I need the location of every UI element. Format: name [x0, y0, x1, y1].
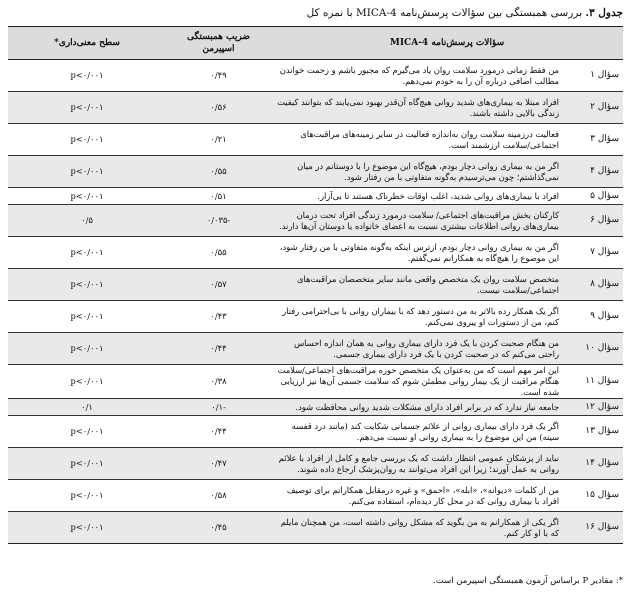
- spearman-coefficient: ۰/۵۱: [166, 188, 271, 205]
- significance-value: p<۰/۰۰۱: [8, 156, 166, 188]
- question-text: فعالیت درزمینه سلامت روان به‌اندازه فعالیت در سایر زمینه‌های مراقبت‌های اجتماعی/سلامت ارزشمند است.: [271, 124, 563, 156]
- significance-value: p<۰/۰۰۱: [8, 60, 166, 92]
- question-text: اگر یک فرد دارای بیماری روانی از علائم جسمانی شکایت کند (مانند درد قفسه سینه) من این موضوع را به بیماری روانی او نسبت می‌دهم.: [271, 416, 563, 448]
- table-row: [8, 205, 623, 237]
- header-coefficient: ضریب همبستگی اسپیرمن: [166, 27, 271, 60]
- header-row: [8, 27, 623, 60]
- table-row: [8, 480, 623, 512]
- significance-value: p<۰/۰۰۱: [8, 301, 166, 333]
- question-text: من هنگام صحبت کردن با یک فرد دارای بیماری روانی به همان اندازه احساس راحتی می‌کنم که در صحبت کردن با یک فرد دارای بیماری جسمی.: [271, 333, 563, 365]
- significance-value: p<۰/۰۰۱: [8, 416, 166, 448]
- footnote: *: مقادیر P براساس آزمون همبستگی اسپیرمن است.: [433, 576, 623, 586]
- table-row: [8, 188, 623, 205]
- table-row: [8, 156, 623, 188]
- question-text: نباید از پزشکان عمومی انتظار داشت که یک بررسی جامع و کامل از افراد با علائم روانی به عمل آورند؛ زیرا این افراد می‌توانند به روان‌پزشک ارجاع داده شوند.: [271, 448, 563, 480]
- table-row: [8, 365, 623, 399]
- spearman-coefficient: ۰/۲۱: [166, 124, 271, 156]
- significance-value: ۰/۱: [8, 399, 166, 416]
- question-text: افراد با بیماری‌های روانی شدید، اغلب اوقات خطرناک هستند تا بی‌آزار.: [271, 188, 563, 205]
- table-row: [8, 416, 623, 448]
- spearman-coefficient: ۰/۴۹: [166, 60, 271, 92]
- header-question: سؤالات پرسش‌نامه MICA-4: [271, 27, 623, 60]
- significance-value: ۰/۵: [8, 205, 166, 237]
- spearman-coefficient: ۰/۵۶: [166, 92, 271, 124]
- question-text: من از کلمات «دیوانه»، «ابله»، «احمق» و غیره درمقابل همکارانم برای توصیف افراد با بیماری روانی که در محل کار دیده‌ام، استفاده می‌کنم.: [271, 480, 563, 512]
- question-number: سؤال ۱۵: [563, 480, 623, 512]
- table-caption: [8, 6, 623, 20]
- table-body: [8, 60, 623, 544]
- question-number: سؤال ۱: [563, 60, 623, 92]
- question-text: من فقط زمانی درمورد سلامت روان یاد می‌گیرم که مجبور باشم و زحمت خواندن مطالب اضافی درباره آن را به خودم نمی‌دهم.: [271, 60, 563, 92]
- table-row: [8, 301, 623, 333]
- table-row: [8, 269, 623, 301]
- question-number: سؤال ۵: [563, 188, 623, 205]
- question-text: کارکنان بخش مراقبت‌های اجتماعی/ سلامت درمورد زندگی افراد تحت درمان بیماری‌های روانی اطلاعات بیشتری نسبت به اعضای خانواده یا دوستان آن‌ها دارند.: [271, 205, 563, 237]
- table-row: [8, 512, 623, 544]
- question-text: افراد مبتلا به بیماری‌های شدید روانی هیچ‌گاه آن‌قدر بهبود نمی‌یابند که بتوانند کیفیت زندگی بالایی داشته باشند.: [271, 92, 563, 124]
- table-row: [8, 237, 623, 269]
- table-row: [8, 124, 623, 156]
- question-text: این امر مهم است که من به‌عنوان یک متخصص حوزه مراقبت‌های اجتماعی/سلامت هنگام مراقبت از یک بیمار روانی مطمئن شوم که سلامت جسمی آن‌ها نیز ارزیابی شده است.: [271, 365, 563, 399]
- question-text: اگر یک همکار رده بالاتر به من دستور دهد که با بیماران روانی با بی‌احترامی رفتار کنم، من از دستورات او پیروی نمی‌کنم.: [271, 301, 563, 333]
- question-number: سؤال ۱۶: [563, 512, 623, 544]
- question-text: اگر من به بیماری روانی دچار بودم، ازترس اینکه به‌گونه متفاوتی با من رفتار شود، این موضوع را هیچ‌گاه به همکارانم نمی‌گفتم.: [271, 237, 563, 269]
- table-row: [8, 399, 623, 416]
- spearman-coefficient: -۰/۱: [166, 399, 271, 416]
- question-number: سؤال ۷: [563, 237, 623, 269]
- question-number: سؤال ۱۰: [563, 333, 623, 365]
- spearman-coefficient: ۰/۴۴: [166, 333, 271, 365]
- question-number: سؤال ۱۱: [563, 365, 623, 399]
- table-row: [8, 60, 623, 92]
- spearman-coefficient: ۰/۴۷: [166, 448, 271, 480]
- significance-value: p<۰/۰۰۱: [8, 269, 166, 301]
- question-number: سؤال ۱۲: [563, 399, 623, 416]
- spearman-coefficient: -۰/۰۳۵: [166, 205, 271, 237]
- question-text: جامعه نیاز ندارد که در برابر افراد دارای مشکلات شدید روانی محافظت شود.: [271, 399, 563, 416]
- table-row: [8, 448, 623, 480]
- question-text: متخصص سلامت روان یک متخصص واقعی مانند سایر متخصصان مراقبت‌های اجتماعی/سلامت نیست.: [271, 269, 563, 301]
- caption-label: جدول ۳.: [585, 7, 623, 19]
- spearman-coefficient: ۰/۴۴: [166, 416, 271, 448]
- spearman-coefficient: ۰/۵۸: [166, 480, 271, 512]
- spearman-coefficient: ۰/۵۷: [166, 269, 271, 301]
- question-number: سؤال ۳: [563, 124, 623, 156]
- significance-value: p<۰/۰۰۱: [8, 365, 166, 399]
- question-number: سؤال ۸: [563, 269, 623, 301]
- significance-value: p<۰/۰۰۱: [8, 480, 166, 512]
- significance-value: p<۰/۰۰۱: [8, 512, 166, 544]
- question-text: اگر من به بیماری روانی دچار بودم، هیچ‌گاه این موضوع را با دوستانم در میان نمی‌گذاشتم؛ چون می‌ترسیدم به‌گونه متفاوتی با من رفتار شود.: [271, 156, 563, 188]
- significance-value: p<۰/۰۰۱: [8, 237, 166, 269]
- spearman-coefficient: ۰/۵۵: [166, 156, 271, 188]
- significance-value: p<۰/۰۰۱: [8, 448, 166, 480]
- significance-value: p<۰/۰۰۱: [8, 333, 166, 365]
- spearman-coefficient: ۰/۴۳: [166, 301, 271, 333]
- table-row: [8, 92, 623, 124]
- question-number: سؤال ۱۳: [563, 416, 623, 448]
- question-text: اگر یکی از همکارانم به من بگوید که مشکل روانی داشته است، من همچنان مایلم که با او کار کنم.: [271, 512, 563, 544]
- correlation-table: [8, 26, 623, 544]
- spearman-coefficient: ۰/۵۵: [166, 237, 271, 269]
- significance-value: p<۰/۰۰۱: [8, 92, 166, 124]
- header-significance: سطح معنی‌داری*: [8, 27, 166, 60]
- question-number: سؤال ۶: [563, 205, 623, 237]
- significance-value: p<۰/۰۰۱: [8, 188, 166, 205]
- spearman-coefficient: ۰/۳۸: [166, 365, 271, 399]
- caption-text: بررسی همبستگی بین سؤالات پرسش‌نامه MICA-4 با نمره کل: [306, 7, 582, 19]
- question-number: سؤال ۴: [563, 156, 623, 188]
- significance-value: p<۰/۰۰۱: [8, 124, 166, 156]
- question-number: سؤال ۱۴: [563, 448, 623, 480]
- table-row: [8, 333, 623, 365]
- spearman-coefficient: ۰/۴۵: [166, 512, 271, 544]
- question-number: سؤال ۹: [563, 301, 623, 333]
- question-number: سؤال ۲: [563, 92, 623, 124]
